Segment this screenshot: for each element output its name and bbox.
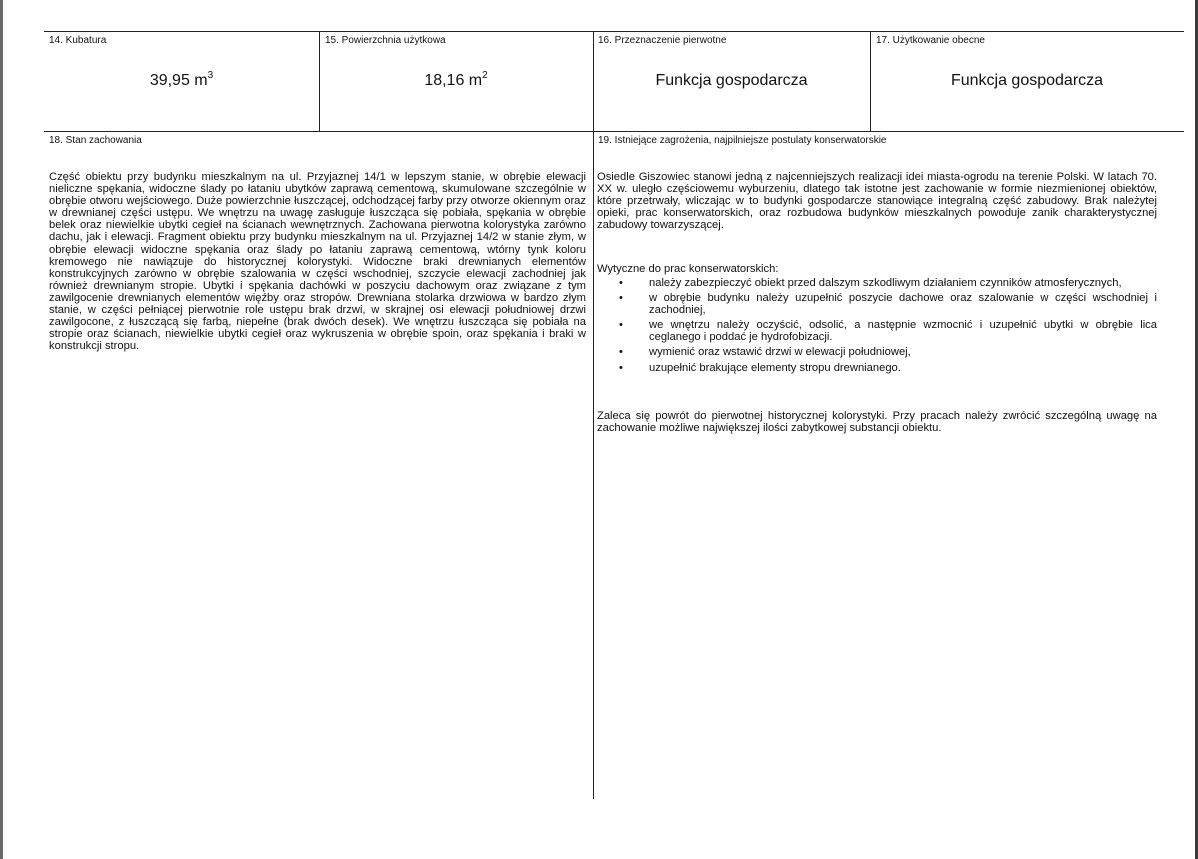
powierzchnia-number: 18,16 m <box>424 72 483 89</box>
guideline-text: uzupełnić brakujące elementy stropu drewnianego. <box>649 361 901 374</box>
guideline-text: wymienić oraz wstawić drzwi w elewacji południowej, <box>649 346 911 359</box>
zagrozenia-closing: Zaleca się powrót do pierwotnej historycznej kolorystyki. Przy pracach należy zwrócić szczególną uwagę na zachowanie możliwe największej ilości zabytkowej substancji obiektu. <box>597 410 1157 435</box>
kubatura-exponent: 3 <box>207 70 214 81</box>
guideline-text: we wnętrzu należy oczyścić, odsolić, a następnie wzmocnić i uzupełnić ubytki w obrębie lica ceglanego i poddać je hydrofobizacji. <box>649 319 1157 344</box>
guideline-item <box>597 292 1157 316</box>
kubatura-number: 39,95 m <box>149 72 208 89</box>
middle-rule <box>44 131 1184 132</box>
guideline-text: w obrębie budynku należy uzupełnić poszycie dachowe oraz szalowanie w części wschodniej i zachodniej, <box>649 292 1157 317</box>
stan-text: Część obiektu przy budynku mieszkalnym na ul. Przyjaznej 14/1 w lepszym stanie, w obrębie elewacji nieliczne spękania, widoczne ślady po łataniu ubytków zaprawą cementową, skumulowane szczególnie w obrębie otworu wejściowego. Duże powierzchnie łuszczącej, odchodzącej farby przy otworze okiennym oraz w drewnianej części ustępu. We wnętrzu na uwagę zasługuje łuszcząca się pobiała, spękania w obrębie belek oraz niewielkie ubytki cegieł na ścianach wewnętrznych. Zachowana pierwotna kolorystyka zarówno dachu, jak i elewacji. Fragment obiektu przy budynku mieszkalnym na ul. Przyjaznej 14/2 w stanie złym, w obrębie elewacji widoczne spękania oraz ślady po łataniu zaprawą cementową, wtórny tynk koloru kremowego nie nawiązuje do historycznej kolorystyki. Widoczne braki drewnianych elementów konstrukcyjnych zarówno w obrębie szalowania w części wschodniej, szczycie elewacji zachodniej jak również drewnianym stropie. Ubytki i spękania dachówki w poszyciu dachowym oraz związane z tym zawilgocenie drewnianych elementów więźby oraz stropów. Drewniana stolarka drzwiowa w bardzo złym stanie, w części pełniącej pierwotnie role ustępu brak drzwi, w skrajnej osi elewacji południowej drzwi zawilgocone, z łuszczącą się farbą, niepełne (brak dwóch desek). We wnętrzu łuszcząca się pobiała na stropie oraz ścianach, niewielkie ubytki cegieł oraz wykruszenia w obrębie spoin, oraz spękania i braki w konstrukcji stropu. <box>49 171 586 353</box>
stan-label: 18. Stan zachowania <box>49 135 142 146</box>
guideline-item <box>597 277 1157 289</box>
top-rule <box>44 31 1184 32</box>
guidelines-list <box>597 277 1157 377</box>
kubatura-value <box>44 71 319 91</box>
przeznaczenie-label: 16. Przeznaczenie pierwotne <box>598 35 727 46</box>
uzytkowanie-label: 17. Użytkowanie obecne <box>876 35 985 46</box>
kubatura-label: 14. Kubatura <box>49 35 107 46</box>
uzytkowanie-value: Funkcja gospodarcza <box>950 72 1104 89</box>
guideline-text: należy zabezpieczyć obiekt przed dalszym szkodliwym działaniem czynników atmosferycznych, <box>649 277 1122 289</box>
zagrozenia-intro: Osiedle Giszowiec stanowi jedną z najcenniejszych realizacji idei miasta-ogrodu na terenie Polski. W latach 70. XX w. uległo częściowemu wyburzeniu, dlatego tak istotne jest zachowanie w formie niezmienionej obiektów, które przetrwały, wliczając w to budynki gospodarcze stanowiące integralną część zabudowy. Brak należytej opieki, prac konserwatorskich, oraz rozbudowa budynków mieszkalnych powoduje zanik charakterystycznej zabudowy towarzyszącej. <box>597 171 1157 232</box>
bullet-icon: • <box>619 277 623 289</box>
powierzchnia-exponent: 2 <box>482 70 488 81</box>
guideline-item <box>597 319 1157 343</box>
guidelines-heading: Wytyczne do prac konserwatorskich: <box>597 263 779 275</box>
bullet-icon: • <box>619 346 623 359</box>
bullet-icon: • <box>619 292 623 305</box>
guideline-item <box>597 346 1157 358</box>
przeznaczenie-value: Funkcja gospodarcza <box>655 72 808 89</box>
divider-center <box>593 31 594 799</box>
powierzchnia-value <box>319 71 593 91</box>
powierzchnia-label: 15. Powierzchnia użytkowa <box>325 35 446 46</box>
bullet-icon: • <box>619 319 623 332</box>
zagrozenia-label: 19. Istniejące zagrożenia, najpilniejsze postulaty konserwatorskie <box>598 135 887 146</box>
guideline-item <box>597 362 1157 374</box>
bullet-icon: • <box>619 361 623 374</box>
